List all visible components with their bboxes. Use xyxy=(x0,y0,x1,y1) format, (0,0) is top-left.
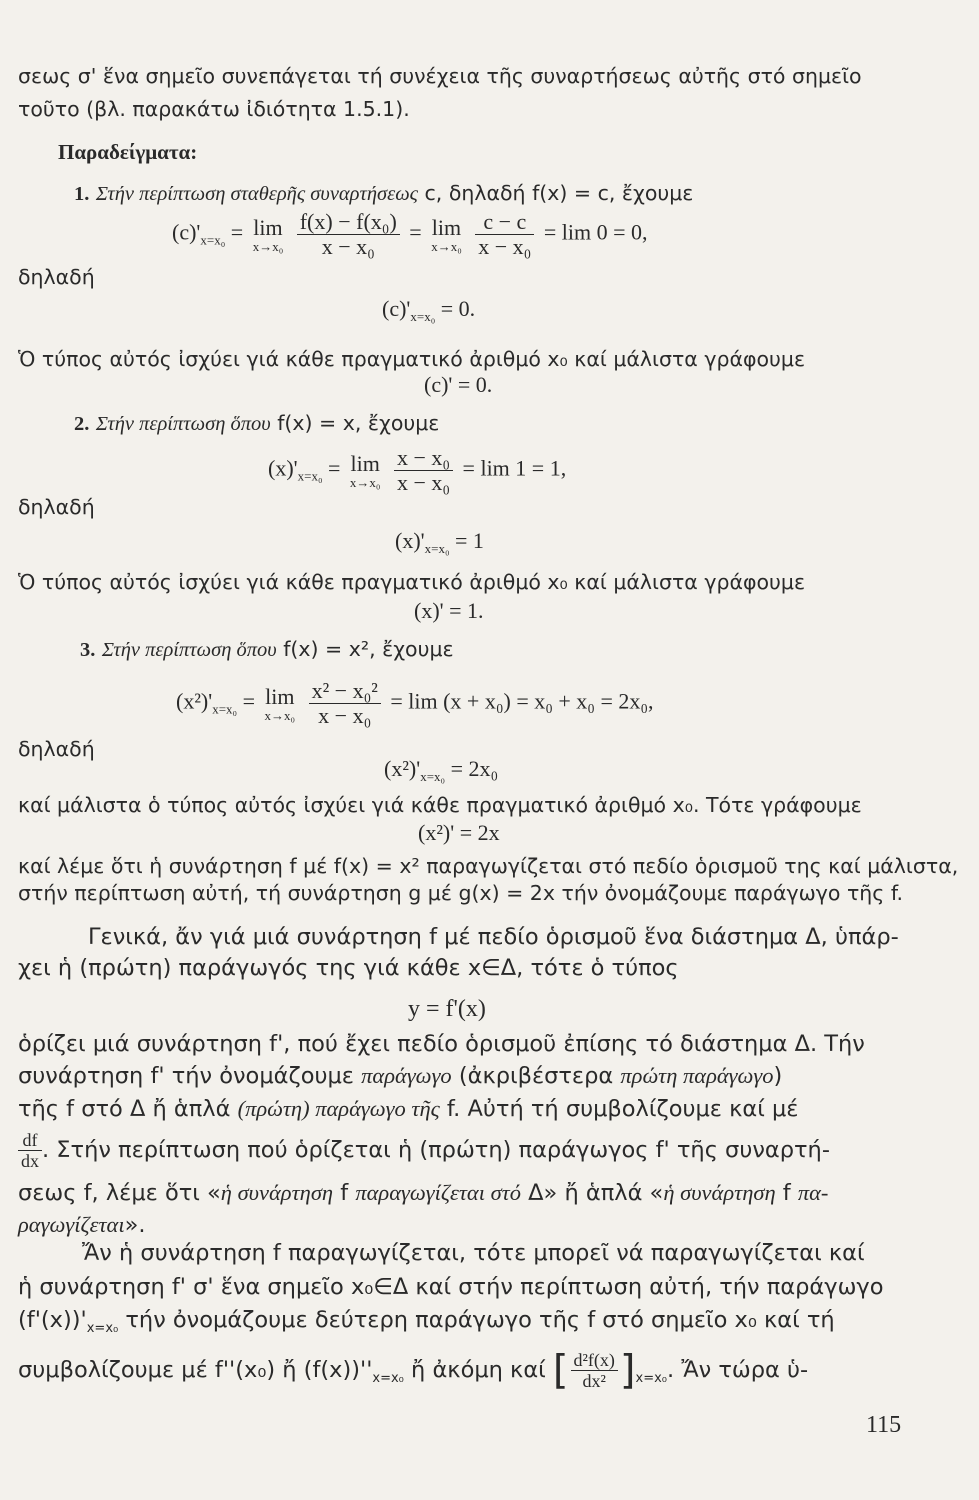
italic-term: πρώτη παράγωγο xyxy=(620,1063,774,1088)
example-1-rest: c, δηλαδή f(x) = c, ἔχουμε xyxy=(418,181,694,205)
text: ἤ ἀκόμη καί xyxy=(403,1357,553,1383)
example-2-general-eq: (x)' = 1. xyxy=(414,598,484,623)
fraction-numerator: x − x₀ xyxy=(394,446,453,471)
text: . Στήν περίπτωση πού ὁρίζεται ἡ (πρώτη) παράγωγος f' τῆς συναρτή- xyxy=(42,1137,830,1163)
example-2-equation xyxy=(268,446,566,495)
paragraph-1-line-1: Γενικά, ἄν γιά μιά συνάρτηση f μέ πεδίο ὁρισμοῦ ἕνα διάστημα Δ, ὑπάρ- xyxy=(88,924,899,950)
subscript: x=x₀ xyxy=(635,1371,668,1386)
df-dx-fraction xyxy=(18,1130,42,1171)
eq-lhs: (x)' xyxy=(268,455,298,481)
limit xyxy=(350,452,381,490)
result-lhs: (c)' xyxy=(382,296,411,321)
italic-term: παράγωγο xyxy=(361,1063,452,1088)
right-bracket: ] xyxy=(619,1347,636,1394)
lim-word: lim xyxy=(350,450,380,476)
equals: = xyxy=(409,219,422,245)
fraction xyxy=(394,446,453,495)
italic-term: (πρώτη) παράγωγο τῆς xyxy=(237,1096,440,1121)
example-1-result xyxy=(382,296,475,330)
result-lhs: (x²)' xyxy=(384,756,421,781)
paragraph-3-line-1: Ἄν ἡ συνάρτηση f παραγωγίζεται, τότε μπορεῖ νά παραγωγίζεται καί xyxy=(82,1240,865,1266)
fraction-denominator: x − x₀ xyxy=(396,470,451,495)
fraction-1 xyxy=(297,210,400,259)
italic-term: παραγωγίζεται στό xyxy=(355,1180,521,1205)
text: σεως f, λέμε ὅτι « xyxy=(18,1180,221,1206)
paragraph-3-line-3 xyxy=(18,1307,835,1342)
italic-term: ἡ συνάρτηση xyxy=(663,1180,776,1205)
example-2-intro xyxy=(74,410,439,437)
equals: = xyxy=(328,455,341,481)
text: (f'(x))' xyxy=(18,1307,87,1333)
text: Δ» ἤ ἁπλά « xyxy=(521,1180,664,1206)
second-derivative-fraction xyxy=(571,1350,618,1391)
paragraph-3-line-4 xyxy=(18,1347,809,1394)
text: (ἀκριβέστερα xyxy=(451,1063,621,1089)
paragraph-3-line-2: ἡ συνάρτηση f' σ' ἕνα σημεῖο x₀∈Δ καί στήν περίπτωση αὐτή, τήν παράγωγο xyxy=(18,1274,884,1300)
lim-word: lim xyxy=(253,214,283,240)
result-sub: x=x₀ xyxy=(410,309,436,324)
fraction-2 xyxy=(475,210,534,259)
fraction-numerator: c − c xyxy=(475,210,534,235)
example-3-general-eq: (x²)' = 2x xyxy=(418,820,500,845)
fraction-numerator: f(x) − f(x₀) xyxy=(297,210,400,235)
example-2-rest: f(x) = x, ἔχουμε xyxy=(270,411,440,435)
example-3-general: καί μάλιστα ὁ τύπος αὐτός ἰσχύει γιά κάθε πραγματικό ἀριθμό x₀. Τότε γράφουμε xyxy=(18,793,862,817)
lim-sub: x→x₀ xyxy=(252,238,284,254)
paragraph-2-line-1: ὁρίζει μιά συνάρτηση f', πού ἔχει πεδίο ὁρισμοῦ ἐπίσης τό διάστημα Δ. Τήν xyxy=(18,1031,865,1057)
eq-lhs-sub: x=x₀ xyxy=(200,232,226,248)
example-3-after-1: καί λέμε ὅτι ἡ συνάρτηση f μέ f(x) = x² παραγωγίζεται στό πεδίο ὁρισμοῦ της καί μάλιστα, xyxy=(18,854,959,878)
example-1-intro xyxy=(74,180,693,207)
text: συμβολίζουμε μέ f''(x₀) ἤ (f(x))'' xyxy=(18,1357,373,1383)
dilady-3: δηλαδή xyxy=(18,737,95,761)
example-3-number: 3. xyxy=(80,639,96,661)
result-rhs: = 2x₀ xyxy=(450,756,499,781)
eq-lhs: (c)' xyxy=(172,219,201,245)
lim-sub: x→x₀ xyxy=(431,238,462,254)
result-lhs: (x)' xyxy=(395,528,425,553)
fraction-denominator: x − x₀ xyxy=(321,234,375,259)
text: τῆς f στό Δ ἤ ἁπλά xyxy=(18,1096,238,1122)
eq-tail: = lim 1 = 1, xyxy=(462,455,567,481)
fraction-numerator: x² − x₀² xyxy=(309,679,381,704)
fraction xyxy=(309,679,381,728)
dilady-1: δηλαδή xyxy=(18,265,95,289)
examples-heading: Παραδείγματα: xyxy=(58,140,198,164)
result-sub: x=x₀ xyxy=(420,769,446,784)
equals: = xyxy=(242,688,256,714)
text: f xyxy=(775,1180,798,1206)
result-rhs: = 0. xyxy=(440,296,476,321)
fraction-numerator: d²f(x) xyxy=(571,1350,618,1371)
subscript: x=x₀ xyxy=(86,1321,119,1336)
example-1-number: 1. xyxy=(74,183,90,205)
eq-lhs: (x²)' xyxy=(176,688,213,714)
eq-tail: = lim (x + x₀) = x₀ + x₀ = 2x₀, xyxy=(390,688,654,714)
limit xyxy=(431,216,462,254)
intro-line-2: τοῦτο (βλ. παρακάτω ἰδιότητα 1.5.1). xyxy=(18,97,410,121)
example-3-after-2: στήν περίπτωση αὐτή, τή συνάρτηση g μέ g(x) = 2x τήν ὀνομάζουμε παράγωγο τῆς f. xyxy=(18,881,904,905)
intro-line-1: σεως σ' ἕνα σημεῖο συνεπάγεται τή συνέχεια τῆς συναρτήσεως αὐτῆς στό σημεῖο xyxy=(18,64,862,88)
example-2-general: Ὁ τύπος αὐτός ἰσχύει γιά κάθε πραγματικό ἀριθμό x₀ καί μάλιστα γράφουμε xyxy=(18,570,806,594)
dilady-2: δηλαδή xyxy=(18,495,95,519)
italic-term: ραγωγίζεται xyxy=(18,1212,125,1237)
page-number: 115 xyxy=(866,1412,902,1438)
result-rhs: = 1 xyxy=(455,528,484,553)
fraction-numerator: df xyxy=(18,1130,42,1151)
example-1-general-eq: (c)' = 0. xyxy=(424,372,493,397)
limit xyxy=(265,685,296,723)
text: ) xyxy=(773,1063,783,1089)
lim-word: lim xyxy=(431,214,462,240)
text: . Ἄν τώρα ὑ- xyxy=(667,1357,809,1383)
example-3-result xyxy=(384,756,498,790)
example-2-result xyxy=(395,528,484,562)
example-1-general: Ὁ τύπος αὐτός ἰσχύει γιά κάθε πραγματικό ἀριθμό x₀ καί μάλιστα γράφουμε xyxy=(18,347,806,371)
eq-lhs-sub: x=x₀ xyxy=(212,701,238,717)
paragraph-2-line-4 xyxy=(18,1130,830,1171)
paragraph-1-equation: y = f'(x) xyxy=(408,996,486,1022)
italic-term: πα- xyxy=(797,1180,829,1205)
paragraph-2-line-5 xyxy=(18,1180,828,1206)
fraction-denominator: x − x₀ xyxy=(318,703,372,728)
lim-sub: x→x₀ xyxy=(349,474,381,490)
eq-tail: = lim 0 = 0, xyxy=(543,219,648,245)
paragraph-2-line-2 xyxy=(18,1063,782,1089)
lim-word: lim xyxy=(265,683,295,709)
example-3-italic: Στήν περίπτωση ὅπου xyxy=(101,639,277,661)
example-1-equation xyxy=(172,210,647,259)
example-2-italic: Στήν περίπτωση ὅπου xyxy=(95,413,271,435)
text: τήν ὀνομάζουμε δεύτερη παράγωγο τῆς f στό σημεῖο x₀ καί τή xyxy=(118,1307,835,1333)
text: f. Αὐτή τή συμβολίζουμε καί μέ xyxy=(439,1096,799,1122)
text: f xyxy=(333,1180,356,1206)
paragraph-2-line-6 xyxy=(18,1212,146,1238)
equals: = xyxy=(230,219,244,245)
text: ». xyxy=(124,1212,146,1238)
fraction-denominator: dx² xyxy=(582,1371,606,1391)
italic-term: ἡ συνάρτηση xyxy=(220,1180,334,1205)
limit xyxy=(253,216,284,254)
lim-sub: x→x₀ xyxy=(264,707,296,723)
paragraph-2-line-3 xyxy=(18,1096,798,1122)
example-3-equation xyxy=(176,679,654,728)
example-2-number: 2. xyxy=(74,413,90,435)
example-3-rest: f(x) = x², ἔχουμε xyxy=(276,637,454,661)
subscript: x=x₀ xyxy=(372,1371,404,1386)
fraction-denominator: dx xyxy=(21,1151,39,1171)
left-bracket: [ xyxy=(552,1347,569,1394)
paragraph-1-line-2: χει ἡ (πρώτη) παράγωγός της γιά κάθε x∈Δ, τότε ὁ τύπος xyxy=(18,955,679,981)
result-sub: x=x₀ xyxy=(424,541,450,556)
example-3-intro xyxy=(80,636,454,663)
eq-lhs-sub: x=x₀ xyxy=(297,468,323,484)
text: συνάρτηση f' τήν ὀνομάζουμε xyxy=(18,1063,362,1089)
example-1-italic: Στήν περίπτωση σταθερῆς συναρτήσεως xyxy=(95,183,419,205)
fraction-denominator: x − x₀ xyxy=(478,234,532,259)
